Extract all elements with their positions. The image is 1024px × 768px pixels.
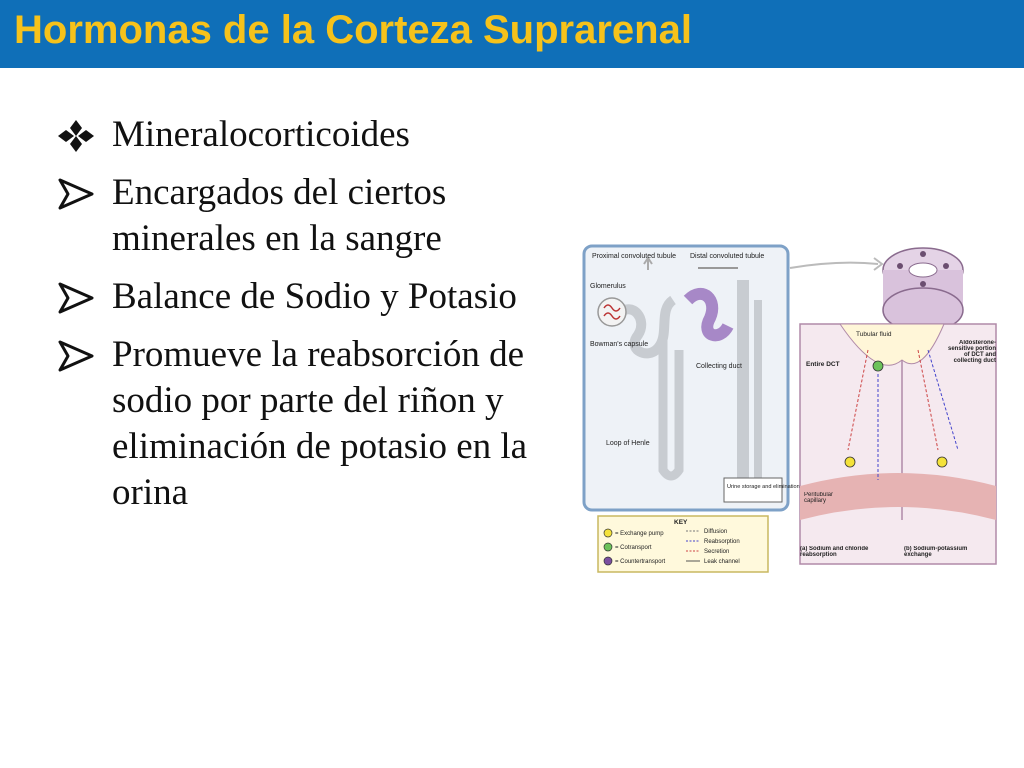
slide-title: Hormonas de la Corteza Suprarenal [14, 8, 692, 52]
nephron-panel [584, 246, 800, 510]
label-proximal: Proximal convoluted tubule [592, 253, 677, 260]
caption-a: (a) Sodium and chloride reabsorption [800, 546, 869, 558]
label-glomerulus: Glomerulus [590, 283, 626, 290]
arrowhead-icon [56, 338, 96, 374]
bullet-text: Encargados del ciertos minerales en la sangre [112, 172, 447, 259]
bullet-text: Mineralocorticoides [112, 114, 410, 155]
bullet-item [56, 112, 576, 158]
bullet-item [56, 170, 576, 262]
key-countertransport: = Countertransport [615, 559, 666, 565]
bullet-item [56, 274, 576, 320]
key-secretion: Secretion [704, 549, 730, 555]
label-aldosterone: Aldosterone-sensitive portion of DCT and collecting duct [947, 340, 996, 364]
bullet-text: Promueve la reabsorción de sodio por parte del riñon y eliminación de potasio en la orina [112, 334, 528, 513]
diamond-flower-icon [56, 118, 96, 154]
arrowhead-icon [56, 176, 96, 212]
label-tubular-fluid: Tubular fluid [856, 331, 892, 338]
key-diffusion: Diffusion [704, 529, 728, 535]
key-reabsorption: Reabsorption [704, 539, 740, 545]
label-urine: Urine storage and elimination [727, 484, 800, 490]
kidney-figure [578, 240, 998, 580]
key-leak: Leak channel [704, 559, 740, 565]
tube-cross-section [883, 248, 963, 332]
key-cotransport: = Cotransport [615, 545, 652, 551]
key-exchange: = Exchange pump [615, 531, 664, 537]
label-distal: Distal convoluted tubule [690, 253, 765, 260]
label-bowman: Bowman's capsule [590, 341, 649, 348]
caption-b: (b) Sodium-potassium exchange [904, 546, 968, 558]
arrowhead-icon [56, 280, 96, 316]
key-title: KEY [674, 519, 688, 526]
label-collecting: Collecting duct [696, 363, 742, 370]
key-box [598, 516, 768, 572]
bullet-item [56, 332, 576, 516]
cell-panels [800, 324, 996, 566]
label-henle: Loop of Henle [606, 440, 650, 447]
label-entire-dct: Entire DCT [806, 361, 840, 368]
bullet-text: Balance de Sodio y Potasio [112, 276, 517, 317]
title-bar [0, 0, 1024, 68]
label-peritubular: Peritubular capillary [804, 492, 834, 504]
bullet-list [56, 112, 576, 528]
